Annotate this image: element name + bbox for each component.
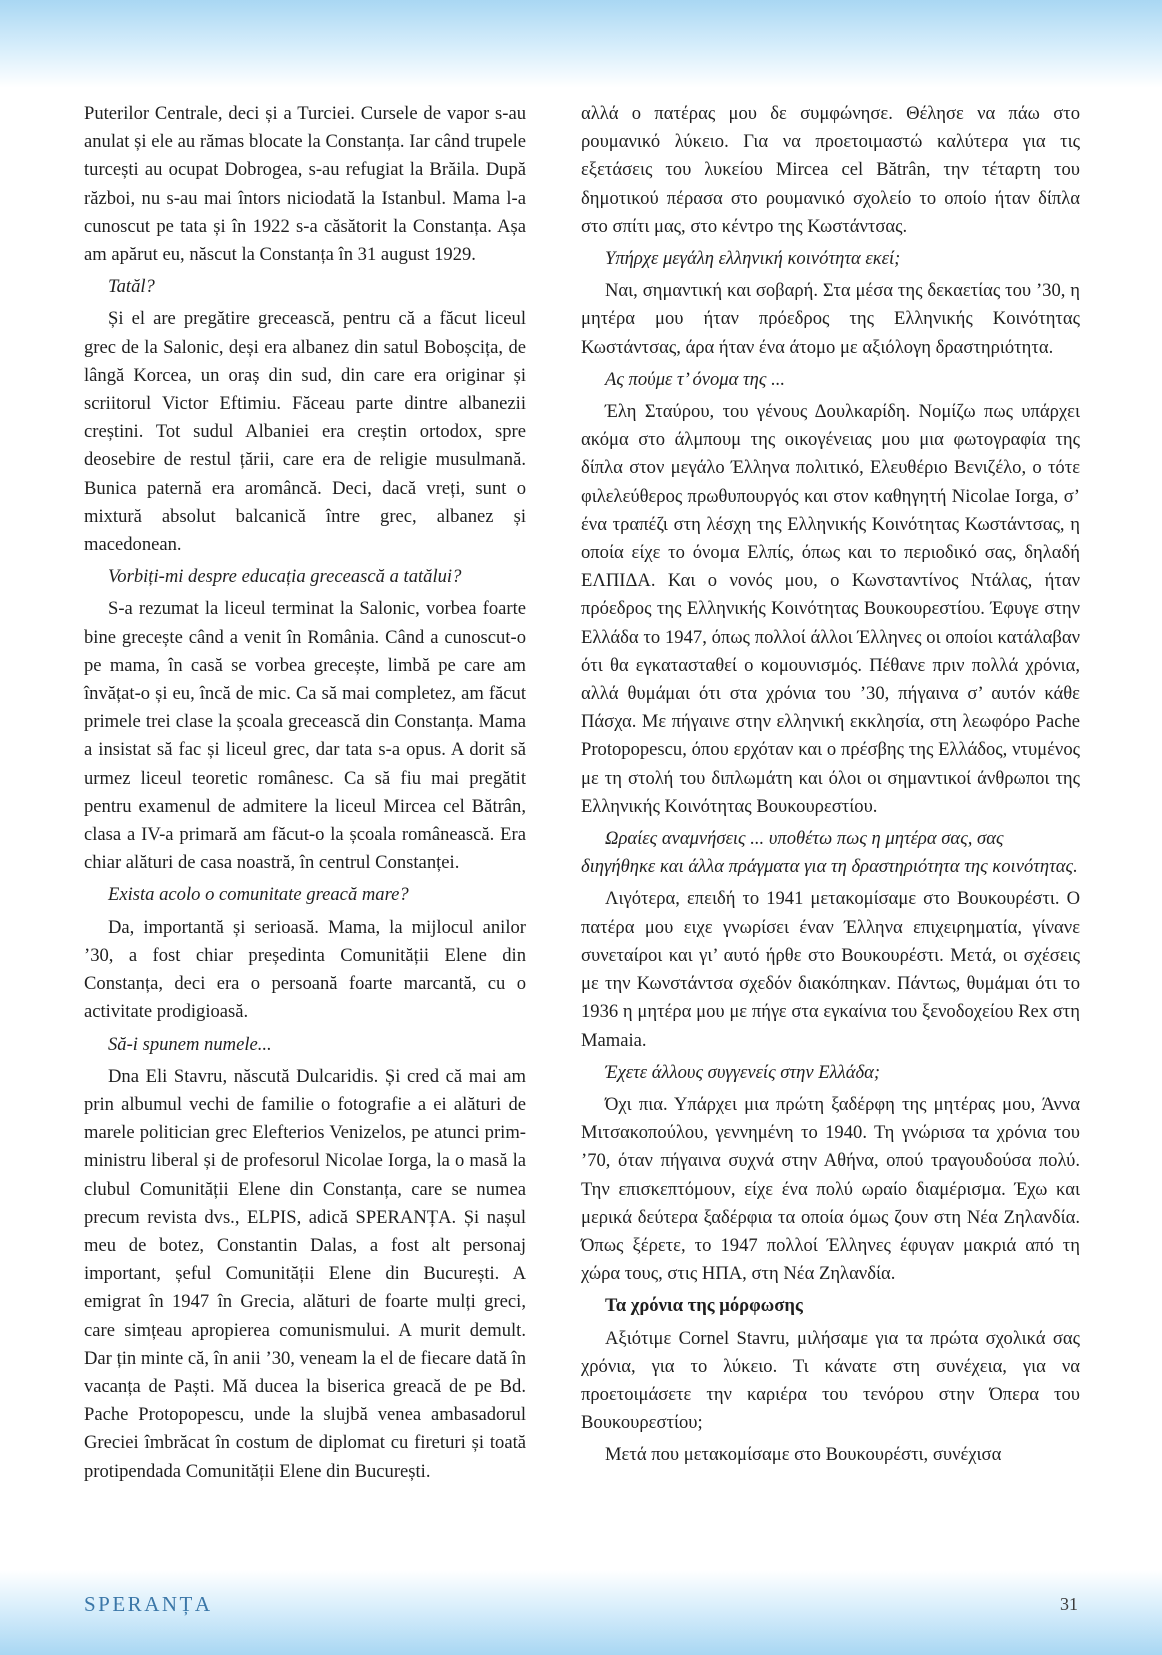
interview-question: Έχετε άλλους συγγενείς στην Ελλάδα;	[605, 1061, 881, 1083]
interview-answer: S-a rezumat la liceul terminat la Salonic, vorbea foarte bine grecește când a venit în România. Când a cunoscut-o pe mama, în casă se vorbea grecește, limbă pe care am învățat-o și eu, încă de mic. Ca să mai completez, am făcut primele trei clase la școala grecească din Constanța. Mama a insistat să fac și liceul grec, dar tata s-a opus. A dorit să urmez liceul teoretic românesc. Ca să fiu mai pregătit pentru examenul de admitere la liceul Mircea cel Bătrân, clasa a IV-a primară am făcut-o la școala românească. Era chiar alături de casa noastră, în centrul Constanței.	[84, 598, 526, 874]
interview-answer: Puterilor Centrale, deci și a Turciei. Cursele de vapor s-au anulat și ele au rămas blocate la Constanța. Iar când trupele turcești au ocupat Dobrogea, s-au refugiat la Brăila. După război, nu s-au mai întors niciodată la Istanbul. Mama l-a cunoscut pe tata și în 1922 s-a căsătorit la Constanța. Așa am apărut eu, născut la Constanța în 31 august 1929.	[84, 103, 526, 266]
interview-answer: Λιγότερα, επειδή το 1941 μετακομίσαμε στο Βουκουρέστι. Ο πατέρα μου ειχε γνωρίσει έναν Έλληνα επιχειρηματία, γίνανε συνεταίροι και γι’ αυτό ήρθε στο Βουκουρέστι. Μετά, οι σχέσεις με την Κωνστάντσα σχεδόν διακόπηκαν. Πάντως, θυμάμαι ότι το 1936 η μητέρα μου με πήγε στα εγκαίνια του ξενοδοχείου Rex στη Mamaia.	[581, 888, 1080, 1051]
interview-question: Exista acolo o comunitate greacă mare?	[108, 884, 409, 906]
interview-question: Ωραίες αναμνήσεις ... υποθέτω πως η μητέρα σας, σας διηγήθηκε και άλλα πράγματα για τη δραστηριότητα της κοινότητας.	[581, 828, 1078, 878]
interview-question: Vorbiți-mi despre educația grecească a tatălui?	[108, 566, 462, 588]
interview-question: Υπήρχε μεγάλη ελληνική κοινότητα εκεί;	[605, 248, 901, 270]
header-gradient-band	[0, 0, 1162, 88]
left-column	[84, 100, 526, 1490]
page-number: 31	[1060, 1594, 1078, 1614]
section-heading: Τα χρόνια της μόρφωσης	[605, 1295, 803, 1317]
magazine-title: SPERANȚA	[84, 1592, 213, 1616]
interview-answer: Dna Eli Stavru, născută Dulcaridis. Și cred că mai am prin albumul vechi de familie o fotografie a ei alături de marele politician grec Elefterios Venizelos, pe atunci prim-ministru liberal și de profesorul Nicolae Iorga, la o masă la clubul Comunității Elene din Constanța, care se numea precum revista dvs., ELPIS, adică SPERANȚA. Și nașul meu de botez, Constantin Dalas, a fost alt personaj important, șeful Comunității Elene din București. A emigrat în 1947 în Grecia, alături de foarte mulți greci, care simțeau apropierea comunismului. A murit demult. Dar țin minte că, în anii ’30, veneam la el de fiecare dată în vacanța de Paști. Mă ducea la biserica greacă de pe Bd. Pache Protopopescu, unde la slujbă venea ambasadorul Greciei îmbrăcat în costum de diplomat cu fireturi și toată protipendada Comunității Elene din București.	[84, 1065, 526, 1482]
interview-answer: Έλη Σταύρου, του γένους Δουλκαρίδη. Νομίζω πως υπάρχει ακόμα στο άλμπουμ της οικογένειας μου μια φωτογραφία της δίπλα στον μεγάλο Έλληνα πολιτικό, Ελευθέριο Βενιζέλο, ο τότε φιλελεύθερος πρωθυπουργός και στον καθηγητή Nicolae Iorga, σ’ ένα τραπέζι στη λέσχη της Ελληνικής Κοινότητας Κωστάντσας, η οποία είχε το όνομα Ελπίς, όπως και το περιοδικό σας, δηλαδή ΕΛΠΙΔΑ. Και ο νονός μου, ο Κωνσταντίνος Ντάλας, ήταν πρόεδρος της Ελληνικής Κοινότητας Βουκουρεστίου. Έφυγε στην Ελλάδα το 1947, όπως πολλοί άλλοι Έλληνες οι οποίοι κατάλαβαν ότι θα εγκατασταθεί ο κομουνισμός. Πέθανε πριν πολλά χρόνια, αλλά θυμάμαι ότι στα χρόνια του ’30, πήγαινα σ’ αυτόν κάθε Πάσχα. Με πήγαινε στην ελληνική εκκλησία, στη λεωφόρο Pache Protopopescu, όπου ερχόταν και ο πρέσβης της Ελλάδος, ντυμένος με τη στολή του διπλωμάτη και όλοι οι σημαντικοί άνθρωποι της Ελληνικής Κοινότητας Βουκουρεστίου.	[581, 401, 1080, 817]
interview-answer: Μετά που μετακομίσαμε στο Βουκουρέστι, συνέχισα	[605, 1444, 1002, 1466]
interview-answer: Αξιότιμε Cornel Stavru, μιλήσαμε για τα πρώτα σχολικά σας χρόνια, για το λύκειο. Τι κάνατε στη συνέχεια, για να προετοιμάσετε την καριέρα του τενόρου στην Όπερα του Βουκουρεστίου;	[581, 1327, 1080, 1434]
interview-question: Tatăl?	[108, 276, 155, 298]
interview-question: Ας πούμε τ’ όνομα της ...	[605, 368, 786, 390]
interview-answer: Da, importantă și serioasă. Mama, la mijlocul anilor ’30, a fost chiar președinta Comunității Elene din Constanța, deci era o persoană foarte marcantă, cu o activitate prodigioasă.	[84, 916, 526, 1023]
interview-answer: αλλά ο πατέρας μου δε συμφώνησε. Θέλησε να πάω στο ρουμανικό λύκειο. Για να προετοιμαστώ καλύτερα για τις εξετάσεις του λυκείου Mircea cel Bătrân, την τέταρτη του δημοτικού πέρασα στο ρουμανικό σχολείο το οποίο ήταν δίπλα στο σπίτι μας, στο κέντρο της Κωστάντσας.	[581, 103, 1080, 237]
interview-answer: Și el are pregătire grecească, pentru că a făcut liceul grec de la Salonic, deși era albanez din satul Boboșcița, de lângă Korcea, un oraș din sud, din care era originar și scriitorul Victor Eftimiu. Făceau parte dintre albanezii creștini. Tot sudul Albaniei era creștin ortodox, spre deosebire de restul țării, care era de religie musulmană. Bunica paternă era aromâncă. Deci, dacă vreți, sunt o mixtură absolut balcanică între grec, albanez și macedonean.	[84, 308, 526, 556]
right-column	[581, 100, 1080, 1474]
interview-question: Să-i spunem numele...	[108, 1033, 272, 1055]
interview-answer: Όχι πια. Υπάρχει μια πρώτη ξαδέρφη της μητέρας μου, Άννα Μιτσακοπούλου, γεννημένη το 1940. Τη γνώρισα τα χρόνια του ’70, όταν πήγαινα συχνά στην Αθήνα, οπού τραγουδούσα πολύ. Την επισκεπτόμουν, είχε ένα πολύ ωραίο διαμέρισμα. Έχω και μερικά δεύτερα ξαδέρφια τα οποία όμως ζουν στη Νέα Ζηλανδία. Όπως ξέρετε, το 1947 πολλοί Έλληνες έφυγαν μακριά από τη χώρα τους, στις ΗΠΑ, στη Νέα Ζηλανδία.	[581, 1093, 1080, 1285]
interview-answer: Ναι, σημαντική και σοβαρή. Στα μέσα της δεκαετίας του ’30, η μητέρα μου ήταν πρόεδρος της Ελληνικής Κοινότητας Κωστάντσας, άρα ήταν ένα άτομο με αξιόλογη δραστηριότητα.	[581, 280, 1080, 358]
